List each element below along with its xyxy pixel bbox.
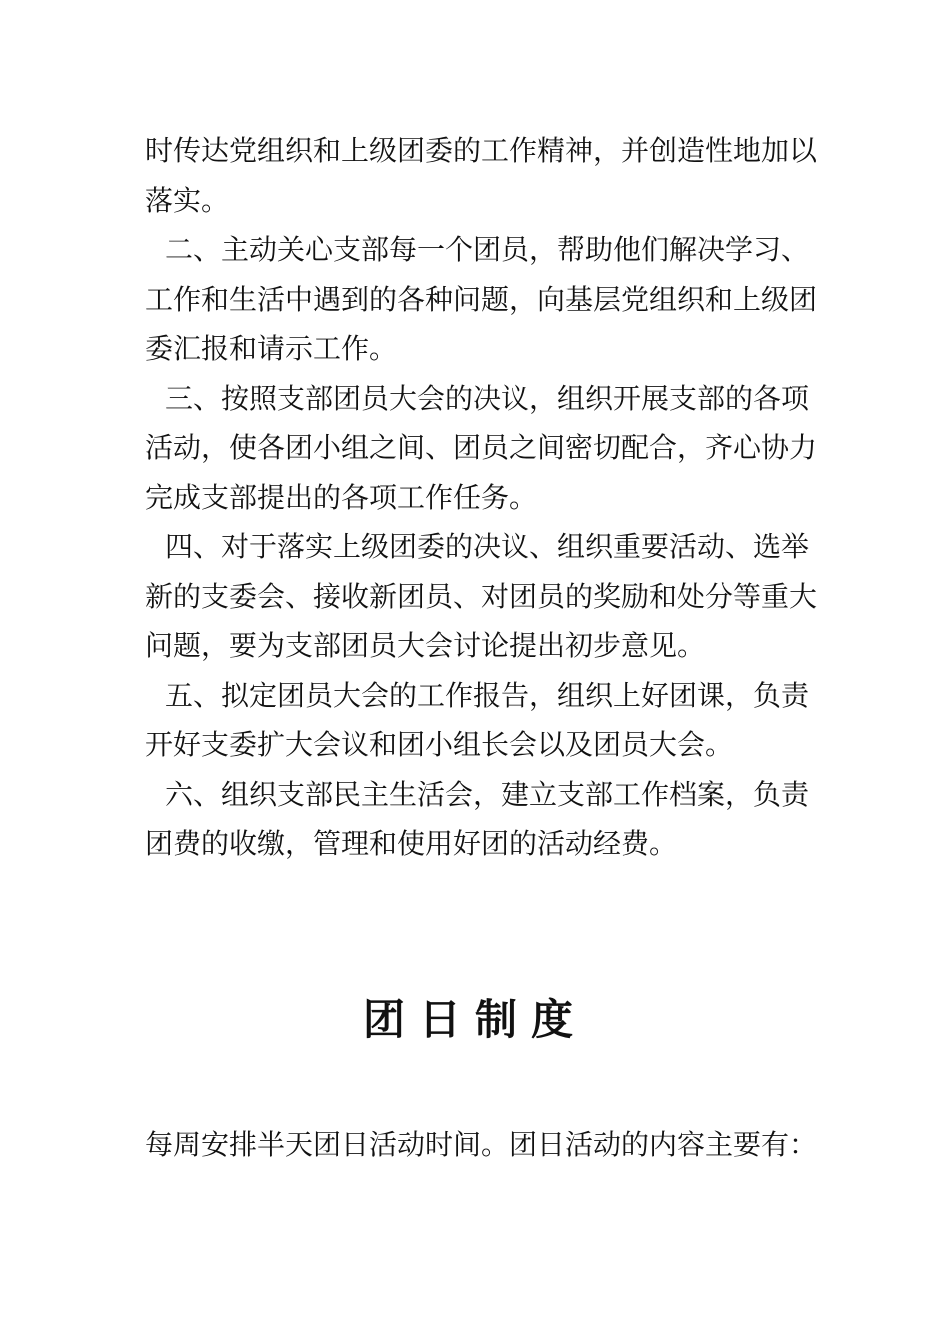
- paragraph-item-2: 二、主动关心支部每一个团员，帮助他们解决学习、工作和生活中遇到的各种问题，向基层党组织和上级团委汇报和请示工作。: [145, 233, 818, 365]
- section-title: 团日制度: [362, 995, 587, 1044]
- paragraph-item-3: 三、按照支部团员大会的决议，组织开展支部的各项活动，使各团小组之间、团员之间密切配合，齐心协力完成支部提出的各项工作任务。: [145, 381, 818, 514]
- document-body: [145, 126, 817, 869]
- section-intro: 每周安排半天团日活动时间。团日活动的内容主要有：: [145, 1128, 818, 1161]
- paragraph-item-4: 四、对于落实上级团委的决议、组织重要活动、选举新的支委会、接收新团员、对团员的奖励和处分等重大问题，要为支部团员大会讨论提出初步意见。: [145, 530, 818, 662]
- paragraph-item-5: 五、拟定团员大会的工作报告，组织上好团课，负责开好支委扩大会议和团小组长会以及团员大会。: [145, 678, 810, 761]
- paragraph-item-6: 六、组织支部民主生活会，建立支部工作档案，负责团费的收缴，管理和使用好团的活动经费。: [145, 777, 810, 860]
- paragraph-continuation: 时传达党组织和上级团委的工作精神，并创造性地加以落实。: [145, 134, 818, 217]
